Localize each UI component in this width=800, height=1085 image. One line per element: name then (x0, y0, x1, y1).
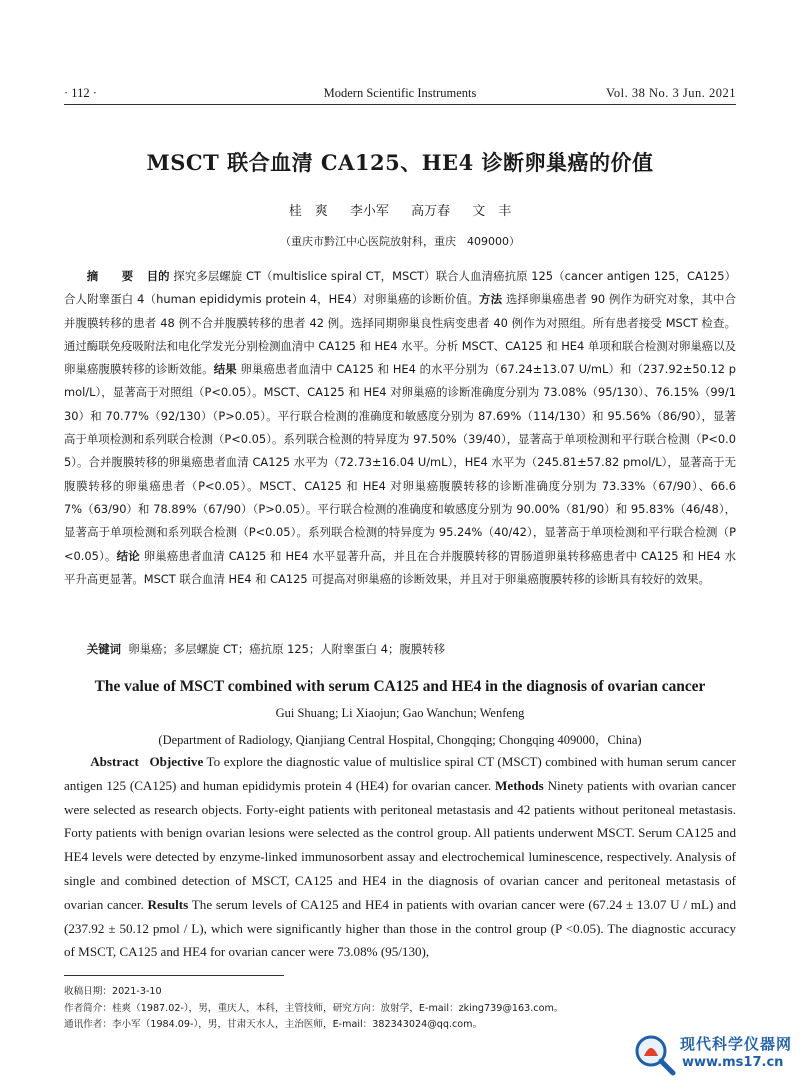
keywords-chinese (64, 641, 736, 657)
footnote-rule (64, 975, 284, 976)
objective-en-text: To explore the diagnostic value of multislice spiral CT (MSCT) combined with human serum cancer antigen 125 (CA125) and human epididymis protein 4 (HE4) for ovarian cancer. (64, 754, 737, 793)
received-date: 收稿日期：2021-3-10 (64, 986, 162, 997)
magnifier-logo-icon (632, 1032, 676, 1076)
abstract-english (64, 750, 736, 964)
objective-en-label: Objective (149, 754, 204, 769)
methods-en-label: Methods (495, 777, 544, 793)
watermark-site-name: 现代科学仪器网 (680, 1035, 793, 1053)
abstract-lead: 摘 要 (86, 269, 140, 283)
author-name: 李小军 (349, 204, 389, 219)
abstract-en-lead: Abstract (90, 754, 139, 769)
affiliation-english: (Department of Radiology, Qianjiang Central Hospital, Chongqing; Chongqing 409000，China) (158, 733, 642, 747)
abstract-chinese (64, 265, 736, 591)
watermark-url: www.ms17.cn (682, 1055, 784, 1070)
results-text: 卵巢癌患者血清中 CA125 和 HE4 的水平分别为（67.24±13.07 U/mL）和（237.92±50.12 pmol/L），显著高于对照组（P<0.05）。MSCT、CA125 和 HE4 对卵巢癌的诊断准确度分别为 73.08%（95/130）、76.15%（99/130）和 70.77%（92/130）（P>0.05）。平行联合检测的准确度和敏感度分别为 87.69%（114/130）和 95.56%（86/90），显著高于单项检测和系列联合检测（P<0.05）。系列联合检测的特异度为 97.50%（39/40），显著高于单项检测和平行联合检测（P<0.05）。合并腹膜转移的卵巢癌患者血清 CA125 水平为（72.73±16.04 U/mL），HE4 水平为（245.81±57.82 pmol/L），显著高于无腹膜转移的卵巢癌患者（P<0.05）。MSCT、CA125 和 HE4 对卵巢癌腹膜转移的诊断准确度分别为 73.33%（67/90）、66.67%（63/90）和 78.89%（67/90）（P>0.05）。平行联合检测的准确度和敏感度分别为 90.00%（81/90）和 95.83%（46/48），显著高于单项检测和系列联合检测（P<0.05）。系列联合检测的特异度为 95.24%（40/42），显著高于单项检测和平行联合检测（P<0.05）。 (64, 362, 736, 563)
running-header (64, 86, 736, 102)
header-rule (64, 104, 736, 105)
author-name: 高万春 (411, 204, 451, 219)
authors-chinese (0, 200, 800, 219)
footnotes (64, 984, 736, 1034)
corresponding-author: 通讯作者：李小军（1984.09-），男，甘肃天水人，主治医师，E-mail：382343024@qq.com。 (64, 1019, 483, 1030)
title-chinese: MSCT 联合血清 CA125、HE4 诊断卵巢癌的价值 (146, 150, 654, 175)
journal-name: Modern Scientific Instruments (323, 86, 477, 100)
methods-label: 方法 (479, 292, 503, 307)
objective-text: 探究多层螺旋 CT（multislice spiral CT，MSCT）联合人血清癌抗原 125（cancer antigen 125，CA125）合人附睾蛋白 4（human epididymis protein 4，HE4）对卵巢癌的诊断价值。 (64, 269, 736, 307)
methods-en-text: Ninety patients with ovarian cancer were selected as research objects. Forty-eight patients with peritoneal metastasis and 42 patients without peritoneal metastasis. Forty patients with benign ovarian lesions were selected as the control group. All patients underwent MSCT. Serum CA125 and HE4 levels were detected by enzyme-linked immunosorbent assay and electrochemical luminescence, respectively. Analysis of single and combined detection of MSCT, CA125 and HE4 in the diagnosis of ovarian cancer and peritoneal metastasis of ovarian cancer. (64, 777, 736, 912)
authors-english: Gui Shuang; Li Xiaojun; Gao Wanchun; Wenfeng (275, 706, 525, 720)
conclusion-label: 结论 (116, 548, 140, 563)
methods-text: 选择卵巢癌患者 90 例作为研究对象，其中合并腹膜转移的患者 48 例不合并腹膜转移的患者 42 例。选择同期卵巢良性病变患者 40 例作为对照组。所有患者接受 MSCT 检查。通过酶联免疫吸附法和电化学发光分别检测血清中 CA125 和 HE4 水平。分析 MSCT、CA125 和 HE4 单项和联合检测对卵巢癌以及卵巢癌腹膜转移的诊断效能。 (64, 292, 736, 377)
objective-label: 目的 (146, 269, 170, 283)
results-label: 结果 (213, 362, 237, 377)
volume-info: Vol. 38 No. 3 Jun. 2021 (605, 86, 736, 100)
results-en-text: The serum levels of CA125 and HE4 in patients with ovarian cancer were (67.24 ± 13.07 U / mL) and (237.92 ± 50.12 pmol / L), which were significantly higher than those in the control group (P <0.05). The diagnostic accuracy of MSCT, CA125 and HE4 for ovarian cancer were 73.08% (95/130), (64, 896, 736, 960)
title-english: The value of MSCT combined with serum CA125 and HE4 in the diagnosis of ovarian cancer (94, 678, 706, 695)
page-number: · 112 · (64, 86, 97, 100)
keywords-lead: 关键词 (86, 642, 121, 656)
author-bio: 作者简介：桂爽（1987.02-），男，重庆人，本科，主管技师，研究方向：放射学，E-mail：zking739@163.com。 (64, 1002, 564, 1014)
author-name: 桂 爽 (288, 204, 328, 219)
results-en-label: Results (147, 896, 189, 912)
author-name: 文 丰 (472, 204, 512, 219)
keywords-text: 卵巢癌；多层螺旋 CT；癌抗原 125；人附睾蛋白 4；腹膜转移 (128, 642, 445, 656)
conclusion-text: 卵巢癌患者血清 CA125 和 HE4 水平显著升高，并且在合并腹膜转移的胃肠道卵巢转移癌患者中 CA125 和 HE4 水平升高更显著。MSCT 联合血清 HE4 和 CA125 可提高对卵巢癌的诊断效果，并且对于卵巢癌腹膜转移的诊断具有较好的效果。 (64, 548, 736, 586)
site-watermark (632, 1030, 792, 1078)
affiliation-chinese: （重庆市黔江中心医院放射科，重庆 409000） (280, 235, 520, 248)
